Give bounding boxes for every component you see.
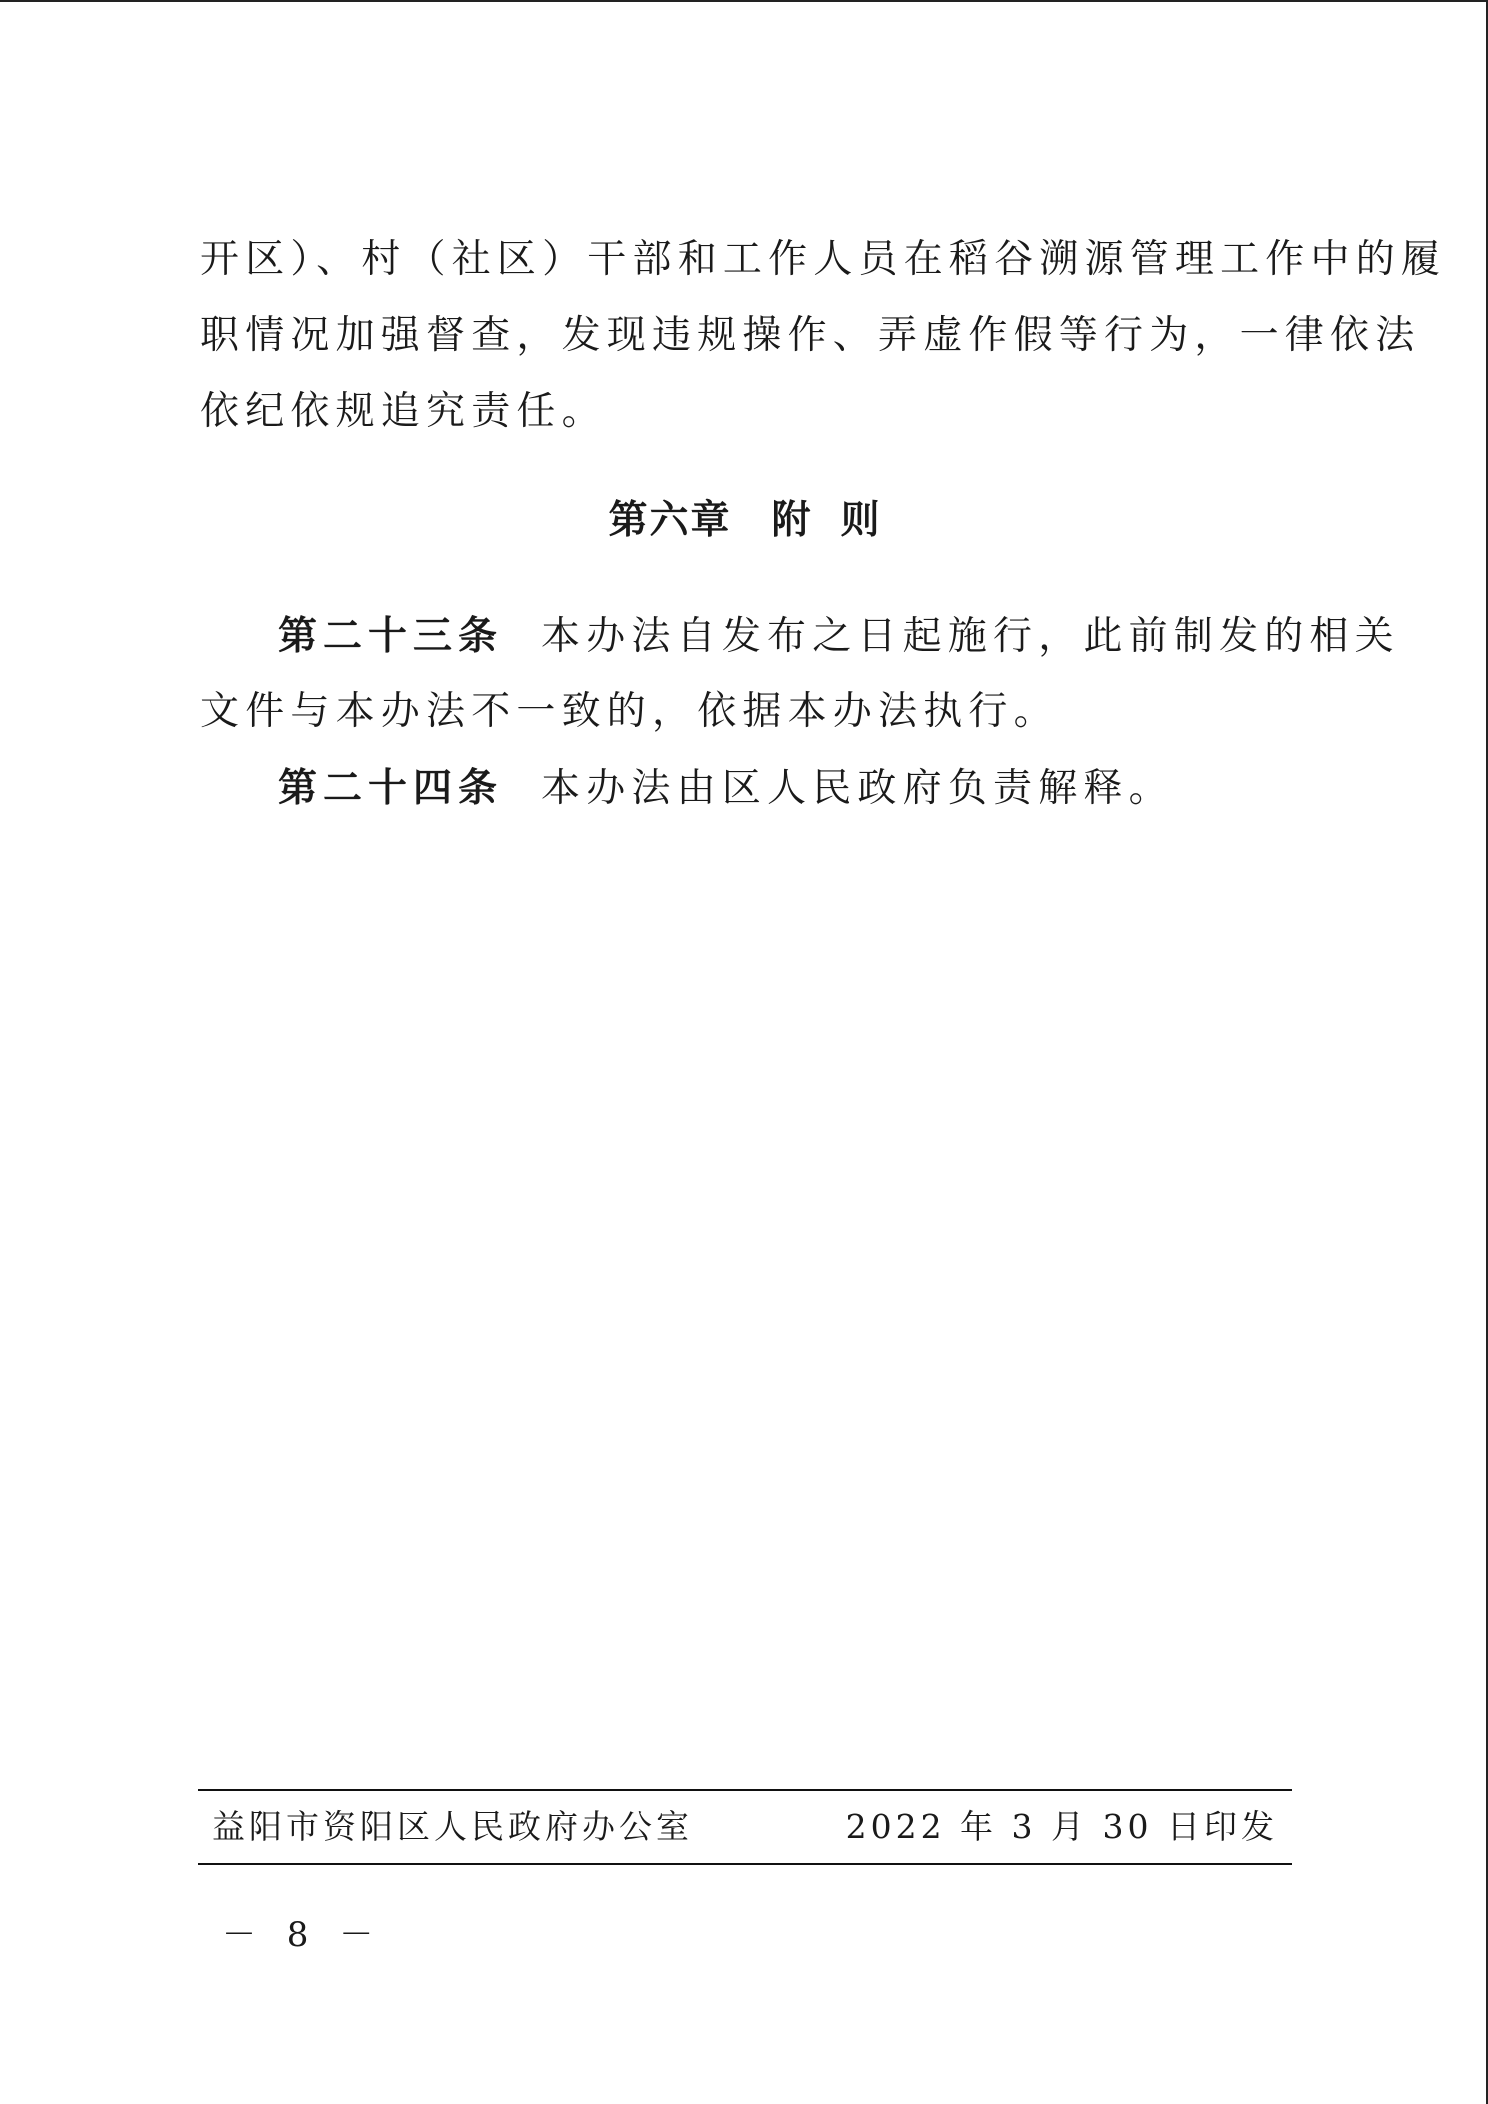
article-24	[200, 750, 1290, 826]
article-23-line-1	[200, 598, 1400, 674]
issuance-record	[212, 1797, 1278, 1857]
footer-top-rule	[198, 1789, 1292, 1791]
text-line: 依纪依规追究责任。	[200, 389, 607, 434]
page-number: － 8 －	[222, 1915, 384, 1955]
chapter-title-part2: 则	[840, 498, 882, 543]
print-date: 2022 年 3 月 30 日印发	[845, 1807, 1278, 1846]
continuation-paragraph	[200, 222, 1447, 450]
article-24-text-1: 本办法由区人民政府负责解释。	[541, 766, 1174, 811]
text-line: 开区）、村（社区）干部和工作人员在稻谷溯源管理工作中的履	[200, 237, 1447, 282]
footer-bottom-rule	[198, 1863, 1292, 1865]
text-line: 职情况加强督查，发现违规操作、弄虚作假等行为，一律依法	[200, 313, 1421, 358]
chapter-heading	[200, 483, 1290, 559]
article-23-label: 第二十三条	[278, 613, 504, 659]
article-23	[200, 598, 1400, 750]
article-24-label: 第二十四条	[278, 765, 504, 811]
article-24-line-1	[200, 750, 1290, 826]
chapter-number: 第六章	[608, 498, 732, 543]
article-23-text-1: 本办法自发布之日起施行，此前制发的相关	[541, 614, 1400, 659]
chapter-title-part1: 附	[771, 498, 813, 543]
issuer-name: 益阳市资阳区人民政府办公室	[212, 1807, 693, 1846]
article-23-text-2: 文件与本办法不一致的，依据本办法执行。	[200, 689, 1059, 734]
